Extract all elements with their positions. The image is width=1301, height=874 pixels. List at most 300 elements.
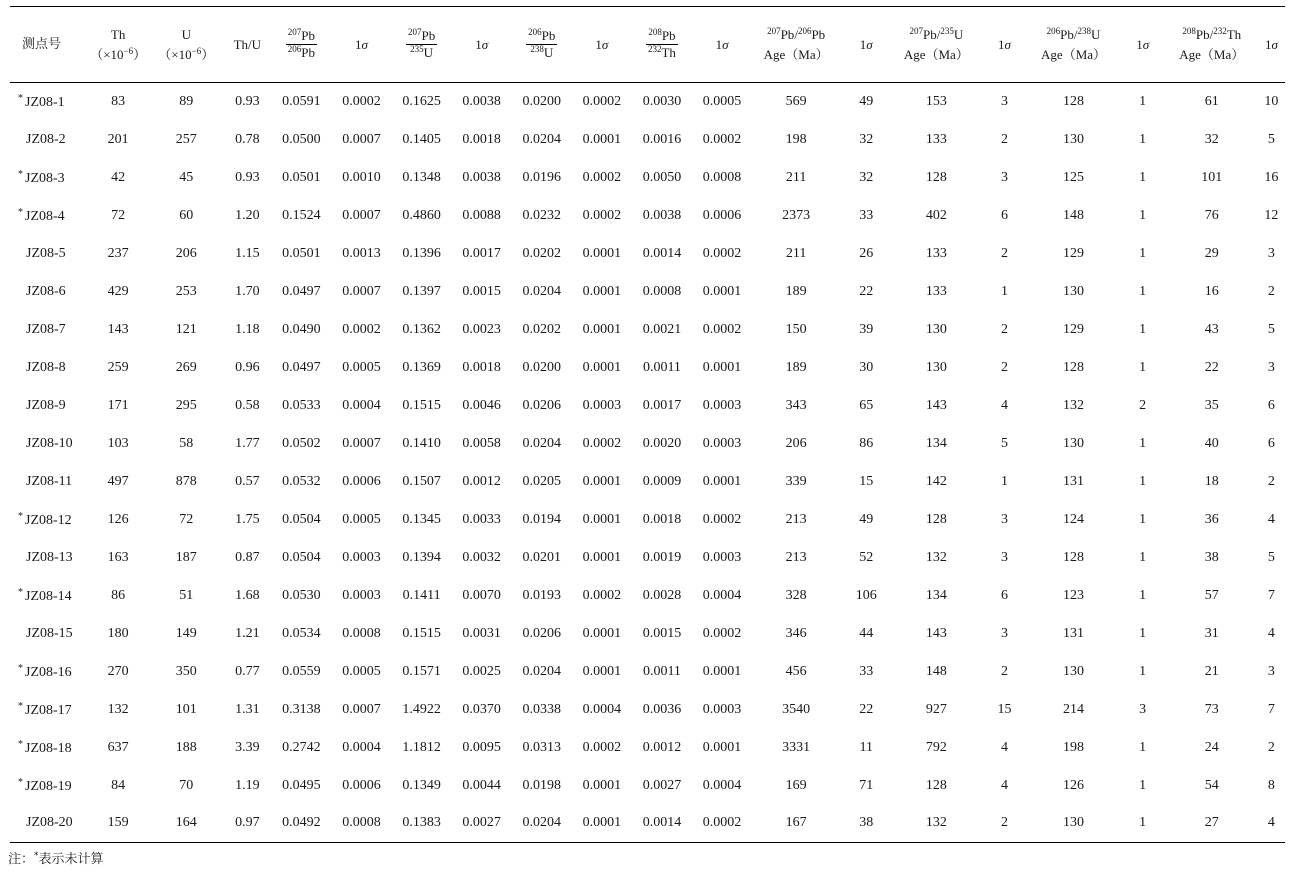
cell-r68: 0.0204	[522, 663, 562, 679]
cell-r75: 0.1396	[402, 245, 441, 261]
cell-s4: 0.0002	[702, 131, 742, 147]
data-table-container	[10, 6, 1285, 843]
cell-a68: 130	[1063, 283, 1085, 299]
table-row	[10, 729, 1285, 767]
cell-s3: 0.0001	[582, 359, 622, 375]
cell-a75: 792	[925, 739, 947, 755]
cell-th: 72	[111, 207, 126, 223]
cell-a76: 328	[785, 587, 807, 603]
cell-e3: 1	[1139, 511, 1147, 527]
cell-e1: 26	[859, 245, 874, 261]
uncalculated-marker: *	[18, 662, 23, 674]
point-id-text: JZ08-2	[26, 131, 66, 147]
cell-a82: 16	[1204, 283, 1219, 299]
cell-s1: 0.0004	[342, 397, 381, 413]
cell-r75: 0.1345	[402, 511, 441, 527]
cell-r75: 0.1369	[402, 359, 441, 375]
cell-point-id	[10, 615, 88, 653]
cell-th: 132	[107, 701, 129, 717]
cell-s2: 0.0088	[462, 207, 501, 223]
cell-a76: 198	[785, 131, 807, 147]
cell-thu: 0.57	[235, 473, 260, 489]
cell-th: 159	[88, 805, 148, 843]
cell-r82: 0.0020	[642, 435, 682, 451]
cell-r82: 0.0015	[642, 625, 682, 641]
cell-e3: 1	[1120, 805, 1166, 843]
cell-r68: 0.0205	[522, 473, 562, 489]
cell-s4: 0.0001	[702, 663, 742, 679]
cell-r75: 1.1812	[402, 739, 441, 755]
header-u-unit: $(\times 10^{-6})$	[158, 45, 215, 62]
cell-a82: 35	[1204, 397, 1219, 413]
cell-s3: 0.0002	[582, 587, 622, 603]
cell-a76: 189	[785, 283, 807, 299]
cell-th: 84	[111, 777, 126, 793]
cell-s1: 0.0007	[342, 207, 381, 223]
cell-e2: 6	[1000, 587, 1008, 603]
cell-r75: 0.1349	[402, 777, 441, 793]
cell-a75: 927	[925, 701, 947, 717]
header-u	[148, 7, 224, 83]
uncalculated-marker: *	[18, 206, 23, 218]
cell-r75: 0.1362	[402, 321, 441, 337]
cell-s3: 0.0001	[582, 549, 622, 565]
cell-u: 257	[175, 131, 197, 147]
cell-e2: 3	[1000, 511, 1008, 527]
cell-e4: 8	[1267, 777, 1275, 793]
cell-a75: 134	[925, 587, 947, 603]
cell-a76: 3331	[782, 739, 811, 755]
cell-e3: 1	[1139, 321, 1147, 337]
cell-a75: 132	[891, 805, 981, 843]
point-id-text: JZ08-19	[25, 778, 72, 794]
cell-a75: 133	[925, 131, 947, 147]
cell-r75: 0.1405	[402, 131, 441, 147]
cell-r75: 0.1394	[402, 549, 441, 565]
cell-s2: 0.0015	[462, 283, 501, 299]
cell-r82: 0.0017	[642, 397, 682, 413]
cell-r76: 0.0502	[282, 435, 321, 451]
cell-r68: 0.0206	[522, 625, 562, 641]
cell-e2: 2	[1000, 663, 1008, 679]
cell-u: 253	[175, 283, 197, 299]
header-row	[10, 7, 1285, 83]
cell-thu: 0.58	[235, 397, 260, 413]
cell-a76: 343	[785, 397, 807, 413]
cell-thu: 1.77	[235, 435, 260, 451]
cell-u: 72	[179, 511, 194, 527]
cell-r75: 0.1507	[402, 473, 441, 489]
cell-s3: 0.0001	[582, 131, 622, 147]
cell-thu: 0.96	[235, 359, 260, 375]
cell-e2: 2	[1000, 321, 1008, 337]
cell-s3: 0.0001	[573, 805, 631, 843]
cell-r76: 0.0501	[282, 245, 321, 261]
cell-thu: 1.19	[235, 777, 260, 793]
header-age-206-238: $^{206}$Pb/$^{238}$U Age（Ma）	[1027, 7, 1119, 83]
cell-u: 51	[179, 587, 194, 603]
header-sigma-8: 1σ	[1258, 7, 1285, 83]
header-th	[88, 7, 148, 83]
cell-point-id	[10, 691, 88, 729]
cell-th: 42	[111, 169, 126, 185]
cell-r68: 0.0204	[511, 805, 573, 843]
header-ratio-207-206: $\frac{^{207}Pb}{^{206}Pb}$	[270, 7, 332, 83]
table-body	[10, 83, 1285, 843]
cell-r75: 1.4922	[402, 701, 441, 717]
cell-a68: 129	[1063, 245, 1085, 261]
cell-point-id	[10, 805, 88, 843]
cell-a82: 29	[1204, 245, 1219, 261]
cell-point-id	[10, 273, 88, 311]
point-id-text: JZ08-16	[25, 664, 72, 680]
cell-s1: 0.0007	[342, 701, 381, 717]
cell-thu: 0.77	[235, 663, 260, 679]
cell-e1: 49	[859, 93, 874, 109]
cell-a68: 131	[1063, 473, 1085, 489]
cell-a82: 21	[1204, 663, 1219, 679]
cell-th: 103	[107, 435, 129, 451]
cell-s2: 0.0032	[462, 549, 501, 565]
cell-r75: 0.1571	[402, 663, 441, 679]
cell-r68: 0.0196	[522, 169, 562, 185]
uncalculated-marker: *	[18, 586, 23, 598]
cell-e2: 3	[1000, 169, 1008, 185]
cell-thu: 0.93	[235, 93, 260, 109]
cell-a76: 213	[785, 549, 807, 565]
cell-e3: 1	[1139, 283, 1147, 299]
table-row	[10, 577, 1285, 615]
cell-s4: 0.0003	[702, 549, 742, 565]
header-thu: Th/U	[224, 7, 270, 83]
header-ratio-206-238: $\frac{^{206}Pb}{^{238}U}$	[511, 7, 573, 83]
cell-s2: 0.0033	[462, 511, 501, 527]
cell-e1: 22	[859, 283, 874, 299]
cell-e1: 15	[859, 473, 874, 489]
cell-e3: 1	[1139, 549, 1147, 565]
cell-a76: 346	[785, 625, 807, 641]
cell-s4: 0.0008	[702, 169, 742, 185]
cell-s2: 0.0046	[462, 397, 501, 413]
cell-u: 121	[175, 321, 197, 337]
cell-e1: 22	[859, 701, 874, 717]
table-row	[10, 197, 1285, 235]
cell-e1: 30	[859, 359, 874, 375]
cell-r68: 0.0232	[522, 207, 562, 223]
cell-r76: 0.0532	[282, 473, 321, 489]
point-id-text: JZ08-4	[25, 208, 65, 224]
cell-s1: 0.0010	[342, 169, 381, 185]
cell-e4: 3	[1267, 663, 1275, 679]
cell-r68: 0.0201	[522, 549, 562, 565]
table-row	[10, 653, 1285, 691]
cell-a82: 27	[1166, 805, 1258, 843]
table-row	[10, 425, 1285, 463]
cell-u: 878	[175, 473, 197, 489]
cell-a75: 133	[925, 245, 947, 261]
cell-s1: 0.0007	[342, 131, 381, 147]
cell-s4: 0.0002	[702, 245, 742, 261]
cell-r82: 0.0011	[642, 663, 681, 679]
cell-a82: 24	[1204, 739, 1219, 755]
cell-s3: 0.0001	[582, 283, 622, 299]
cell-a68: 198	[1063, 739, 1085, 755]
zircon-u-pb-table	[10, 6, 1285, 843]
cell-e4: 5	[1267, 549, 1275, 565]
cell-r68: 0.0200	[522, 93, 562, 109]
cell-r68: 0.0198	[522, 777, 562, 793]
cell-s4: 0.0003	[702, 435, 742, 451]
cell-e1: 65	[859, 397, 874, 413]
point-id-text: JZ08-17	[25, 702, 72, 718]
header-age-207-206: $^{207}$Pb/$^{206}$Pb Age（Ma）	[751, 7, 841, 83]
cell-a75: 142	[925, 473, 947, 489]
cell-a82: 61	[1204, 93, 1219, 109]
cell-e3: 1	[1139, 663, 1147, 679]
cell-point-id	[10, 729, 88, 767]
cell-u: 206	[175, 245, 197, 261]
cell-e1: 32	[859, 169, 874, 185]
cell-e3: 1	[1139, 169, 1147, 185]
cell-th: 429	[107, 283, 129, 299]
cell-s2: 0.0058	[462, 435, 501, 451]
cell-e1: 39	[859, 321, 874, 337]
cell-thu: 0.78	[235, 131, 260, 147]
cell-u: 70	[179, 777, 194, 793]
cell-a68: 130	[1027, 805, 1119, 843]
point-id-text: JZ08-3	[25, 170, 65, 186]
cell-e2: 2	[1000, 245, 1008, 261]
cell-e2: 4	[1000, 397, 1008, 413]
cell-e3: 1	[1139, 739, 1147, 755]
cell-s2: 0.0017	[462, 245, 501, 261]
cell-a68: 125	[1063, 169, 1085, 185]
cell-r82: 0.0019	[642, 549, 682, 565]
header-sigma-6: 1σ	[981, 7, 1027, 83]
cell-u: 45	[179, 169, 194, 185]
cell-e1: 11	[859, 739, 873, 755]
cell-a82: 73	[1204, 701, 1219, 717]
cell-r75: 0.4860	[402, 207, 441, 223]
cell-s2: 0.0070	[462, 587, 501, 603]
cell-point-id	[10, 235, 88, 273]
header-th-label: Th	[110, 26, 126, 42]
cell-s4: 0.0003	[702, 397, 742, 413]
cell-r82: 0.0016	[642, 131, 682, 147]
cell-r82: 0.0027	[642, 777, 682, 793]
cell-a76: 169	[785, 777, 807, 793]
header-point: 测点号	[10, 7, 88, 83]
cell-r76: 0.0500	[282, 131, 321, 147]
cell-a68: 132	[1063, 397, 1085, 413]
cell-th: 180	[107, 625, 129, 641]
cell-s1: 0.0008	[332, 805, 390, 843]
cell-r82: 0.0009	[642, 473, 682, 489]
point-id-text: JZ08-8	[26, 359, 66, 375]
cell-s3: 0.0001	[582, 625, 622, 641]
cell-point-id	[10, 387, 88, 425]
cell-r68: 0.0200	[522, 359, 562, 375]
cell-r76: 0.0559	[282, 663, 321, 679]
cell-e4: 16	[1264, 169, 1279, 185]
cell-s3: 0.0002	[582, 207, 622, 223]
cell-s3: 0.0001	[582, 473, 622, 489]
cell-s4: 0.0002	[693, 805, 751, 843]
cell-point-id	[10, 653, 88, 691]
cell-r76: 0.0497	[282, 359, 321, 375]
cell-e3: 1	[1139, 587, 1147, 603]
point-id-text: JZ08-13	[26, 549, 73, 565]
cell-a68: 214	[1063, 701, 1085, 717]
cell-r68: 0.0313	[522, 739, 562, 755]
point-id-text: JZ08-12	[25, 512, 72, 528]
cell-a75: 133	[925, 283, 947, 299]
cell-e4: 5	[1267, 321, 1275, 337]
cell-u: 60	[179, 207, 194, 223]
cell-s3: 0.0002	[582, 169, 622, 185]
cell-u: 58	[179, 435, 194, 451]
cell-s2: 0.0095	[462, 739, 501, 755]
table-row	[10, 273, 1285, 311]
cell-point-id	[10, 159, 88, 197]
cell-a76: 339	[785, 473, 807, 489]
cell-r68: 0.0193	[522, 587, 562, 603]
cell-r76: 0.0492	[270, 805, 332, 843]
cell-s1: 0.0006	[342, 777, 381, 793]
table-row	[10, 463, 1285, 501]
cell-s3: 0.0002	[582, 93, 622, 109]
cell-s2: 0.0044	[462, 777, 501, 793]
cell-r82: 0.0036	[642, 701, 682, 717]
uncalculated-marker: *	[18, 92, 23, 104]
cell-a75: 134	[925, 435, 947, 451]
cell-s1: 0.0002	[342, 321, 381, 337]
cell-a75: 148	[925, 663, 947, 679]
cell-th: 259	[107, 359, 129, 375]
cell-s4: 0.0002	[702, 321, 742, 337]
cell-u: 269	[175, 359, 197, 375]
cell-thu: 3.39	[235, 739, 260, 755]
cell-th: 237	[107, 245, 129, 261]
cell-e1: 71	[859, 777, 874, 793]
cell-th: 201	[107, 131, 129, 147]
cell-e1: 44	[859, 625, 874, 641]
cell-s3: 0.0001	[582, 663, 622, 679]
cell-r82: 0.0050	[642, 169, 682, 185]
cell-a75: 128	[925, 511, 947, 527]
cell-thu: 1.15	[235, 245, 260, 261]
cell-s4: 0.0004	[702, 777, 742, 793]
cell-th: 163	[107, 549, 129, 565]
cell-thu: 1.20	[235, 207, 260, 223]
table-row	[10, 691, 1285, 729]
table-row	[10, 805, 1285, 843]
point-id-text: JZ08-11	[26, 473, 73, 489]
cell-r75: 0.1348	[402, 169, 441, 185]
cell-e1: 32	[859, 131, 874, 147]
cell-e4: 4	[1267, 511, 1275, 527]
uncalculated-marker: *	[18, 168, 23, 180]
cell-r82: 0.0011	[642, 359, 681, 375]
point-id-text: JZ08-10	[26, 435, 73, 451]
cell-e4: 4	[1267, 625, 1275, 641]
header-sigma-2: 1σ	[453, 7, 511, 83]
cell-e1: 33	[859, 207, 874, 223]
header-sigma-3: 1σ	[573, 7, 631, 83]
cell-s4: 0.0005	[702, 93, 742, 109]
cell-a75: 143	[925, 625, 947, 641]
cell-a82: 54	[1204, 777, 1219, 793]
uncalculated-marker: *	[18, 776, 23, 788]
cell-u: 188	[175, 739, 197, 755]
cell-thu: 1.21	[235, 625, 260, 641]
cell-point-id	[10, 121, 88, 159]
cell-r82: 0.0028	[642, 587, 682, 603]
cell-r75: 0.1383	[391, 805, 453, 843]
cell-thu: 1.31	[235, 701, 260, 717]
cell-a68: 128	[1063, 93, 1085, 109]
cell-thu: 1.70	[235, 283, 260, 299]
cell-e2: 2	[981, 805, 1027, 843]
cell-r76: 0.0504	[282, 511, 321, 527]
cell-e3: 1	[1139, 359, 1147, 375]
cell-a82: 43	[1204, 321, 1219, 337]
cell-a82: 32	[1204, 131, 1219, 147]
cell-r76: 0.0501	[282, 169, 321, 185]
cell-e4: 2	[1267, 283, 1275, 299]
cell-thu: 0.97	[224, 805, 270, 843]
cell-s2: 0.0038	[462, 169, 501, 185]
cell-s2: 0.0038	[462, 93, 501, 109]
cell-s1: 0.0005	[342, 663, 381, 679]
cell-s1: 0.0005	[342, 359, 381, 375]
cell-a68: 130	[1063, 131, 1085, 147]
cell-point-id	[10, 463, 88, 501]
cell-s3: 0.0001	[582, 321, 622, 337]
point-id-text: JZ08-5	[26, 245, 66, 261]
cell-e4: 7	[1267, 701, 1275, 717]
cell-r68: 0.0194	[522, 511, 562, 527]
point-id-text: JZ08-15	[26, 625, 73, 641]
cell-r76: 0.0497	[282, 283, 321, 299]
cell-u: 89	[179, 93, 194, 109]
table-row	[10, 121, 1285, 159]
cell-e2: 4	[1000, 777, 1008, 793]
cell-a82: 40	[1204, 435, 1219, 451]
header-sigma-4: 1σ	[693, 7, 751, 83]
cell-a75: 402	[925, 207, 947, 223]
cell-th: 270	[107, 663, 129, 679]
cell-thu: 1.68	[235, 587, 260, 603]
cell-e3: 3	[1139, 701, 1147, 717]
header-sigma-5: 1σ	[841, 7, 891, 83]
cell-s1: 0.0007	[342, 283, 381, 299]
cell-s1: 0.0008	[342, 625, 381, 641]
cell-thu: 1.75	[235, 511, 260, 527]
cell-s3: 0.0004	[582, 701, 622, 717]
cell-th: 171	[107, 397, 129, 413]
cell-a82: 57	[1204, 587, 1219, 603]
point-id-text: JZ08-7	[26, 321, 66, 337]
cell-a76: 456	[785, 663, 807, 679]
header-u-label: U	[181, 26, 191, 42]
cell-a75: 153	[925, 93, 947, 109]
point-id-text: JZ08-9	[26, 397, 66, 413]
cell-u: 149	[175, 625, 197, 641]
cell-a76: 189	[785, 359, 807, 375]
cell-a68: 130	[1063, 435, 1085, 451]
cell-r76: 0.0495	[282, 777, 321, 793]
